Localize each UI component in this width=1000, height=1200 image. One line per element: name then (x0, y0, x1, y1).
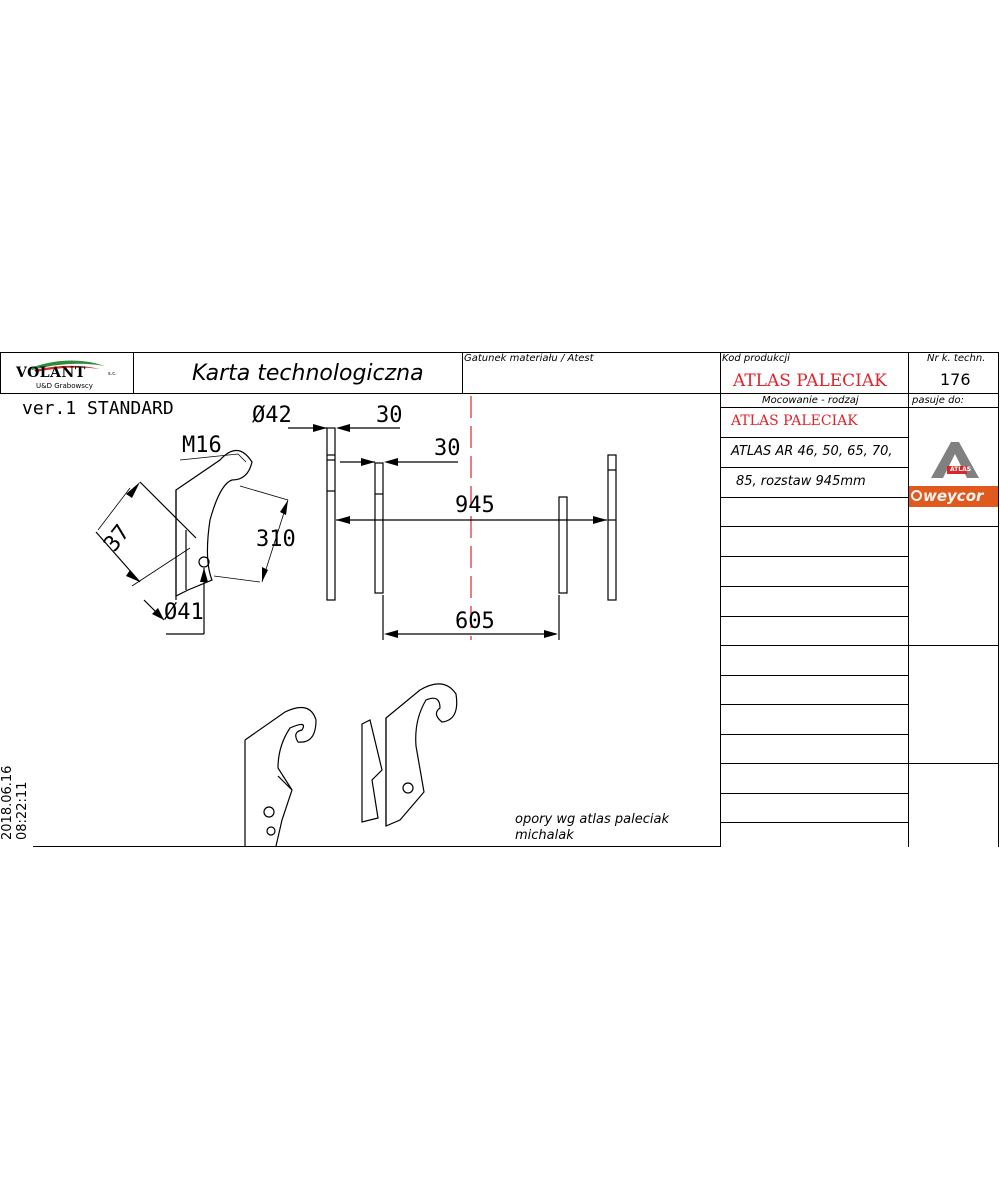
logo-text: VOLANT (16, 365, 86, 381)
mount-row-line (721, 734, 908, 735)
weycor-logo-text: weycor (923, 487, 984, 505)
prod-code-value: ATLAS PALECIAK (733, 371, 887, 391)
mount-row-line (721, 616, 908, 617)
dim-310: 310 (256, 527, 296, 552)
atlas-logo-text: ATLAS (950, 466, 972, 473)
mount-label: Mocowanie - rodzaj (762, 395, 859, 406)
tech-no-label: Nr k. techn. (927, 353, 986, 364)
mount-row-line (721, 675, 908, 676)
isometric-view (245, 684, 457, 846)
mount-row-line (721, 793, 908, 794)
mount-row-line (721, 645, 999, 646)
version-label: ver.1 STANDARD (22, 398, 174, 419)
dim-30-top: 30 (376, 403, 403, 428)
mount-header-line (721, 407, 999, 408)
mount-row-line (721, 586, 908, 587)
mount-row-line (721, 556, 908, 557)
plate-left-inner (375, 463, 383, 593)
page-title: Karta technologiczna (192, 361, 424, 386)
weycor-logo (909, 486, 998, 507)
mount-row-line (721, 704, 908, 705)
plate-right-outer (608, 455, 616, 600)
dim-37: 37 (99, 520, 136, 557)
frame-right (998, 352, 999, 847)
mount-type: ATLAS PALECIAK (731, 413, 858, 429)
dim-945: 945 (455, 493, 495, 518)
mount-row-line (721, 467, 908, 468)
mount-row-line (721, 526, 908, 527)
divider-main (720, 352, 721, 847)
bracket-profile (176, 450, 252, 596)
logo-suffix: s.c. (108, 371, 117, 377)
header-bottom-right (721, 393, 999, 394)
mount-row-line (721, 497, 908, 498)
prod-code-label: Kod produkcji (722, 353, 790, 364)
weycor-circle-icon (911, 490, 922, 501)
plate-right-inner (559, 497, 567, 593)
tech-no-value: 176 (940, 370, 971, 389)
divider-fits (908, 352, 909, 847)
plate-left-outer (327, 428, 335, 600)
drawing-note-1: opory wg atlas paleciak (515, 812, 669, 827)
atlas-a-icon (925, 438, 981, 482)
logo-subtitle: U&D Grabowscy (36, 382, 93, 390)
mount-line-1: ATLAS AR 46, 50, 65, 70, (731, 444, 893, 459)
mount-row-line (721, 763, 999, 764)
mount-row-line (721, 822, 908, 823)
atlas-logo (925, 438, 981, 482)
dim-41: Ø41 (164, 600, 204, 625)
dim-30-second: 30 (434, 436, 461, 461)
drawing-note-2: michalak (515, 828, 574, 843)
mount-row-line (721, 437, 908, 438)
material-label: Gatunek materiału / Atest (464, 353, 594, 364)
print-timestamp: 2018.06.16 08:22:11 (0, 765, 30, 840)
dim-42: Ø42 (252, 403, 292, 428)
fits-label: pasuje do: (912, 395, 964, 406)
fits-logo-bottom (908, 526, 999, 527)
dim-m16: M16 (182, 433, 222, 458)
dim-605: 605 (455, 609, 495, 634)
mount-line-2: 85, rozstaw 945mm (736, 474, 866, 489)
